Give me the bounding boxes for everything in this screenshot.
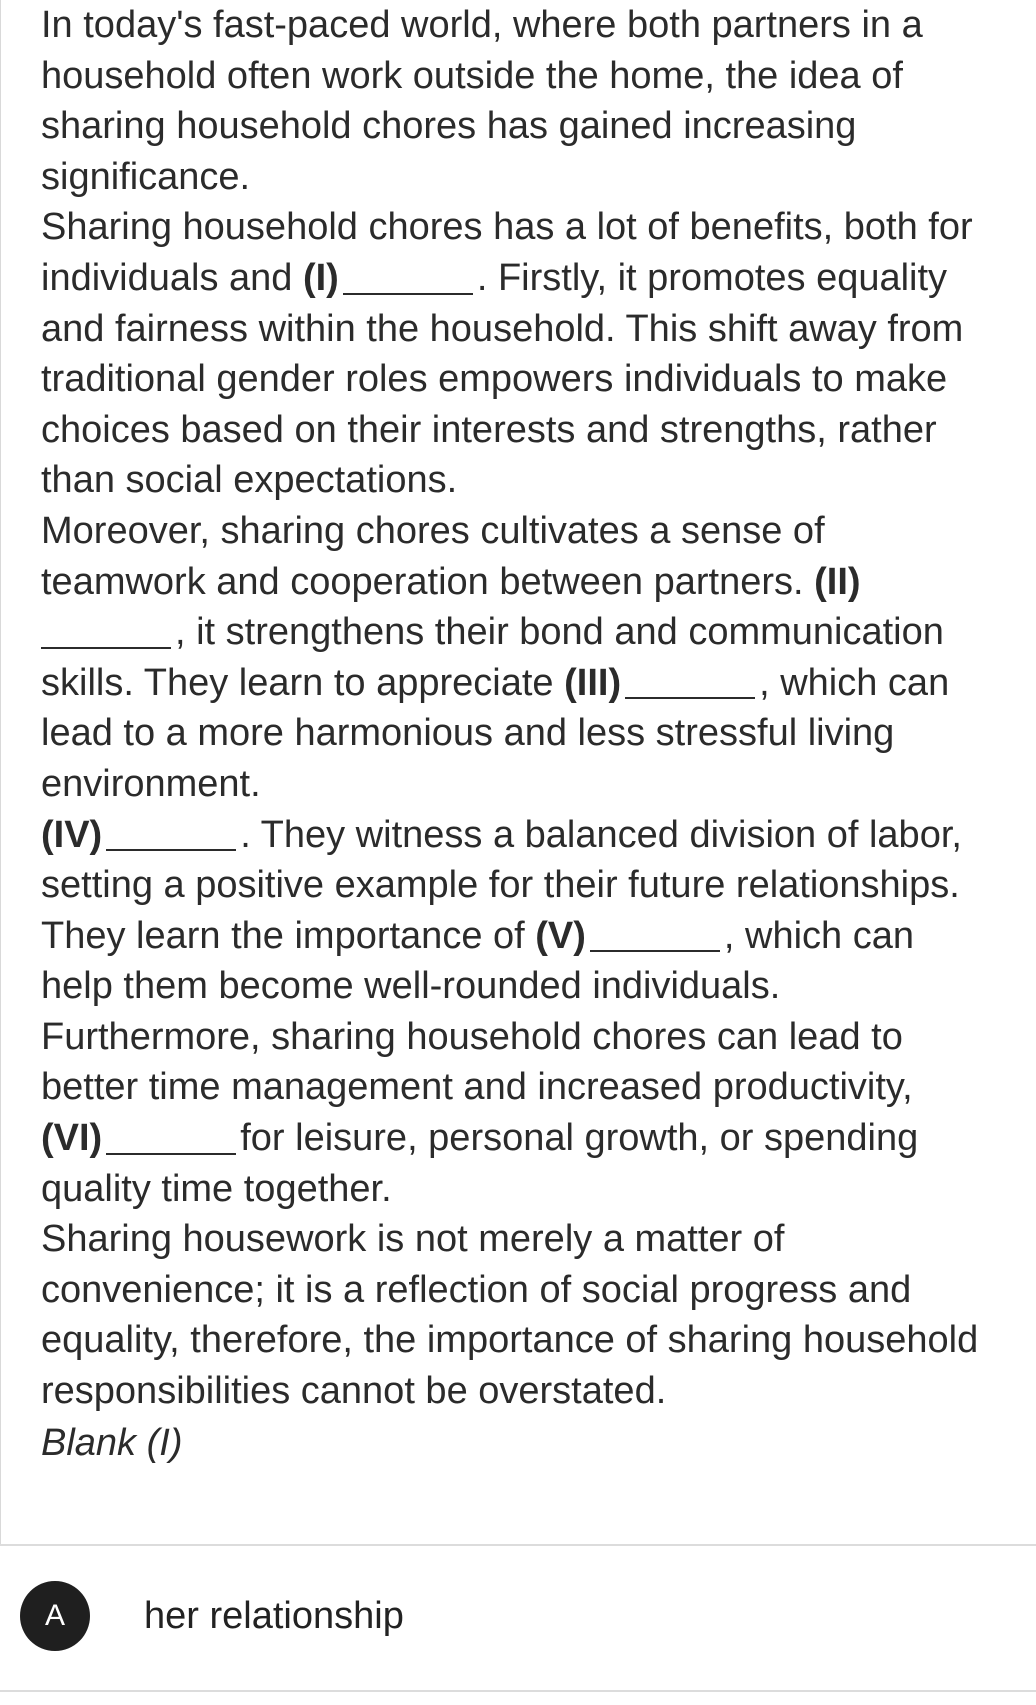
passage-line <box>41 1214 1036 1265</box>
passage-line <box>41 506 1036 557</box>
passage-text-segment: , which can <box>723 914 915 957</box>
passage-text-segment: equality, therefore, the importance of sharing household <box>41 1319 979 1362</box>
passage-line <box>41 1315 1036 1366</box>
passage-text-segment: sharing household chores has gained increasing <box>41 105 857 148</box>
blank-marker-ii: (II) <box>814 560 861 603</box>
passage-line <box>41 911 1036 962</box>
passage-line <box>41 304 1036 355</box>
passage-text <box>41 0 1036 1417</box>
answer-option-a[interactable] <box>20 1580 1020 1652</box>
passage-text-segment: Moreover, sharing chores cultivates a sense of <box>41 509 825 552</box>
blank-marker-vi: (VI) <box>41 1117 103 1160</box>
passage-text-segment: teamwork and cooperation between partners. <box>41 560 815 603</box>
passage-line <box>41 1113 1036 1164</box>
passage-text-segment: convenience; it is a reflection of social progress and <box>41 1268 912 1311</box>
passage-text-segment: for leisure, personal growth, or spending <box>240 1117 919 1160</box>
passage-text-segment: setting a positive example for their future relationships. <box>41 864 960 907</box>
passage-line <box>41 607 1036 658</box>
passage-line <box>41 101 1036 152</box>
passage-line <box>41 961 1036 1012</box>
left-border <box>0 0 1 1545</box>
passage-text-segment: responsibilities cannot be overstated. <box>41 1370 667 1413</box>
passage-text-segment: They learn the importance of <box>41 914 536 957</box>
passage-text-segment: help them become well-rounded individuals. <box>41 965 781 1008</box>
passage-text-segment: environment. <box>41 762 261 805</box>
passage-text-segment: quality time together. <box>41 1167 392 1210</box>
option-letter-badge: A <box>20 1581 90 1651</box>
passage-text-segment: , which can <box>759 661 950 704</box>
passage-text-segment: significance. <box>41 155 251 198</box>
blank-marker-iii: (III) <box>564 661 622 704</box>
option-text: her relationship <box>144 1594 404 1637</box>
passage-text-segment: skills. They learn to appreciate <box>41 661 565 704</box>
passage-line <box>41 455 1036 506</box>
passage-line <box>41 354 1036 405</box>
passage-line <box>41 658 1036 709</box>
options-divider-top <box>0 1544 1036 1546</box>
passage-line <box>41 405 1036 456</box>
passage-text-segment: and fairness within the household. This shift away from <box>41 307 964 350</box>
passage-line <box>41 810 1036 861</box>
passage-text-segment: , it strengthens their bond and communication <box>175 611 944 654</box>
passage-line <box>41 1012 1036 1063</box>
passage-text-segment: . Firstly, it promotes equality <box>476 256 948 299</box>
passage-text-segment: . They witness a balanced division of labor, <box>240 813 962 856</box>
passage-line <box>41 1265 1036 1316</box>
passage-line <box>41 1164 1036 1215</box>
passage-line <box>41 557 1036 608</box>
passage-text-segment: Sharing household chores has a lot of benefits, both for <box>41 206 973 249</box>
blank-line-iii <box>625 659 755 699</box>
passage-line <box>41 152 1036 203</box>
blank-line-v <box>590 912 720 952</box>
passage-line <box>41 1062 1036 1113</box>
blank-marker-iv: (IV) <box>41 813 103 856</box>
blank-marker-v: (V) <box>535 914 586 957</box>
passage-text-segment: individuals and <box>41 256 303 299</box>
passage-line <box>41 0 1036 51</box>
blank-line-iv <box>106 811 236 851</box>
passage-text-segment: Sharing housework is not merely a matter of <box>41 1218 785 1261</box>
blank-line-i <box>343 255 473 295</box>
passage-line <box>41 51 1036 102</box>
blank-line-vi <box>106 1115 236 1155</box>
passage-text-segment: In today's fast-paced world, where both partners in a <box>41 4 923 46</box>
options-divider-bottom <box>0 1690 1036 1692</box>
passage-text-segment: traditional gender roles empowers individuals to make <box>41 358 948 401</box>
passage-line <box>41 860 1036 911</box>
question-label: Blank (I) <box>41 1422 183 1464</box>
passage-text-segment: lead to a more harmonious and less stressful living <box>41 712 895 755</box>
blank-marker-i: (I) <box>302 256 339 299</box>
passage-text-segment: better time management and increased productivity, <box>41 1066 913 1109</box>
passage-line <box>41 1366 1036 1417</box>
passage-line <box>41 708 1036 759</box>
blank-line-ii <box>41 609 171 649</box>
passage-text-segment: than social expectations. <box>41 459 458 502</box>
passage-text-segment: Furthermore, sharing household chores can lead to <box>41 1015 903 1058</box>
passage-text-segment: choices based on their interests and strengths, rather <box>41 408 937 451</box>
passage-line <box>41 253 1036 304</box>
passage-text-segment: household often work outside the home, the idea of <box>41 54 903 97</box>
passage-line <box>41 202 1036 253</box>
passage-line <box>41 759 1036 810</box>
